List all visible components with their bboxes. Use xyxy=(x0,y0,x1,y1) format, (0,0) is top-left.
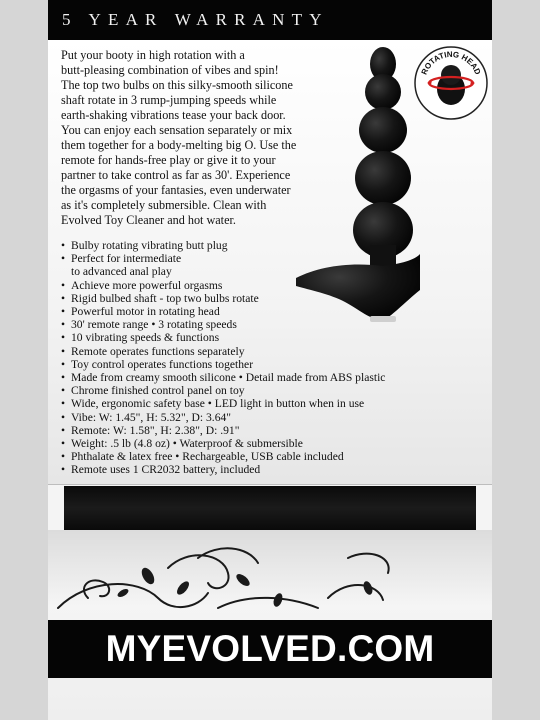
feature-item: • Weight: .5 lb (4.8 oz) • Waterproof & submersible xyxy=(61,437,481,450)
warranty-banner: 5 YEAR WARRANTY xyxy=(48,0,492,40)
feature-item: • Bulby rotating vibrating butt plug xyxy=(61,239,481,252)
feature-item: • Chrome finished control panel on toy xyxy=(61,384,481,397)
feature-item: • Made from creamy smooth silicone • Detail made from ABS plastic xyxy=(61,371,481,384)
feature-item: • 30' remote range • 3 rotating speeds xyxy=(61,318,481,331)
product-description: Put your booty in high rotation with a butt-pleasing combination of vibes and spin! The top two bulbs on this silky-smooth silicone shaft rotate in 3 rump-jumping speeds while earth-shaking vibrations tease your back door. You can enjoy each sensation separately or mix them together for a body-melting big O. Use the remote for hands-free play or give it to your partner to take control as far as 30'. Experience the orgasms of your fantasies, even underwater as it's completely submersible. Clean with Evolved Toy Cleaner and hot water. xyxy=(61,48,297,227)
badge-label: ROTATING HEAD xyxy=(419,49,483,77)
feature-item: • Remote uses 1 CR2032 battery, included xyxy=(61,463,481,476)
feature-item: • Vibe: W: 1.45", H: 5.32", D: 3.64" xyxy=(61,411,481,424)
feature-item: • Remote: W: 1.58", H: 2.38", D: .91" xyxy=(61,424,481,437)
website-banner: MYEVOLVED.COM xyxy=(48,620,492,678)
feature-item: • Perfect for intermediate to advanced anal play xyxy=(61,252,481,278)
product-photo xyxy=(290,40,420,340)
background-right xyxy=(492,0,540,720)
feature-item: • Toy control operates functions together xyxy=(61,358,481,371)
package-insert-band xyxy=(64,486,476,530)
feature-item: • Remote operates functions separately xyxy=(61,345,481,358)
feature-item: • Phthalate & latex free • Rechargeable, USB cable included xyxy=(61,450,481,463)
decorative-swirl-ornament xyxy=(48,538,492,620)
feature-item: • Wide, ergonomic safety base • LED light in button when in use xyxy=(61,397,481,410)
feature-item: • 10 vibrating speeds & functions xyxy=(61,331,481,344)
background-left xyxy=(0,0,48,720)
feature-item: • Achieve more powerful orgasms xyxy=(61,279,481,292)
feature-item: • Rigid bulbed shaft - top two bulbs rotate xyxy=(61,292,481,305)
rotating-head-badge xyxy=(413,45,489,121)
feature-item: • Powerful motor in rotating head xyxy=(61,305,481,318)
